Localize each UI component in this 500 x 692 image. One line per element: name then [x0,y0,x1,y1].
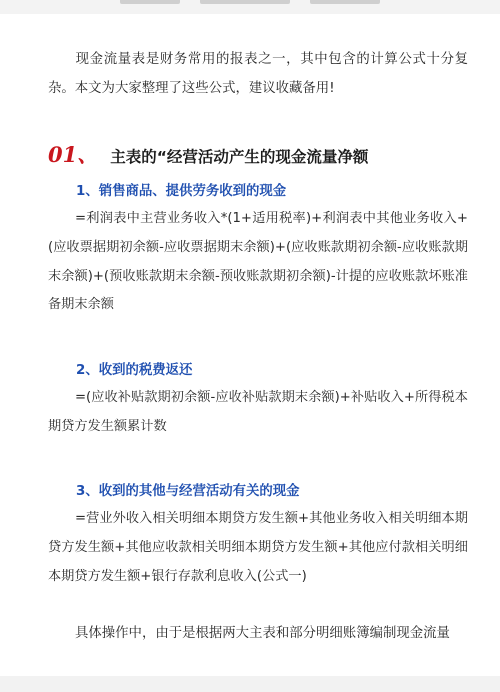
intro-text: 现金流量表是财务常用的报表之一，其中包含的计算公式十分复杂。本文为大家整理了这些公式，建议收藏备用! [48,52,468,96]
closing-paragraph [48,620,468,649]
item-3-formula-text: =营业外收入相关明细本期贷方发生额+其他业务收入相关明细本期贷方发生额+其他应收款相关明细本期贷方发生额+其他应付款相关明细本期贷方发生额+银行存款利息收入(公式一) [48,511,468,584]
section-heading [48,139,368,171]
intro-paragraph [48,46,468,103]
section-number: 01、 [48,142,99,167]
section-title: 主表的“经营活动产生的现金流量净额 [110,148,369,166]
item-3-formula [48,505,468,591]
top-cropped-edge [0,0,500,14]
item-1-formula [48,205,468,320]
closing-text: 具体操作中，由于是根据两大主表和部分明细账簿编制现金流量 [75,626,450,641]
item-1-heading: 1、销售商品、提供劳务收到的现金 [76,184,287,199]
item-3-heading: 3、收到的其他与经营活动有关的现金 [76,484,300,499]
item-2-formula [48,384,468,442]
bottom-cropped-edge [0,676,500,692]
item-1-formula-text: =利润表中主营业务收入*(1+适用税率)+利润表中其他业务收入+(应收票据期初余额-应收票据期末余额)+(应收账款期初余额-应收账款期末余额)+(预收账款期末余额-预收账款期初余额)-计提的应收账款坏账准备期末余额 [48,211,468,313]
item-2-heading: 2、收到的税费返还 [76,363,193,378]
item-2-formula-text: =(应收补贴款期初余额-应收补贴款期末余额)+补贴收入+所得税本期贷方发生额累计数 [48,390,468,434]
